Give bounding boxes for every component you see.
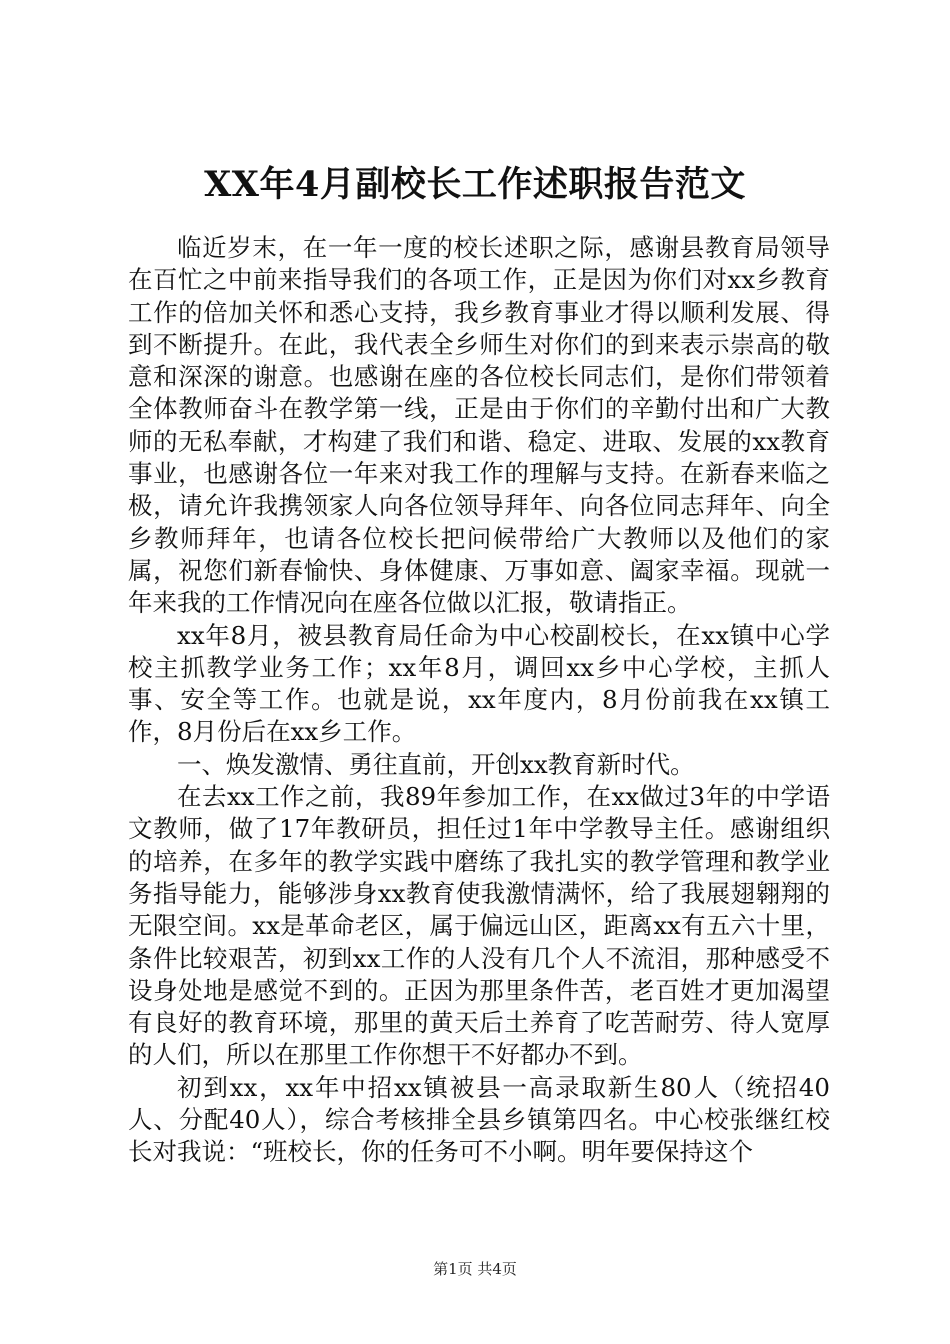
document-body [128,232,830,1169]
paragraph-2: xx年8月，被县教育局任命为中心校副校长，在xx镇中心学校主抓教学业务工作；xx年8月，调回xx乡中心学校，主抓人事、安全等工作。也就是说，xx年度内，8月份前我在xx镇工作，8月份后在xx乡工作。 [128,620,830,747]
document-title: XX年4月副校长工作述职报告范文 [204,164,746,205]
page-footer: 第1页 共4页 [433,1260,517,1278]
section-heading-1: 一、焕发激情、勇往直前，开创xx教育新时代。 [177,749,695,779]
paragraph-4: 初到xx，xx年中招xx镇被县一高录取新生80人（统招40人、分配40人），综合考核排全县乡镇第四名。中心校张继红校长对我说：“班校长，你的任务可不小啊。明年要保持这个 [128,1072,830,1167]
paragraph-3: 在去xx工作之前，我89年参加工作，在xx做过3年的中学语文教师，做了17年教研员，担任过1年中学教导主任。感谢组织的培养，在多年的教学实践中磨练了我扎实的教学管理和教学业务指导能力，能够涉身xx教育使我激情满怀，给了我展翅翱翔的无限空间。xx是革命老区，属于偏远山区，距离xx有五六十里，条件比较艰苦，初到xx工作的人没有几个人不流泪，那种感受不设身处地是感觉不到的。正因为那里条件苦，老百姓才更加渴望有良好的教育环境，那里的黄天后土养育了吃苦耐劳、待人宽厚的人们，所以在那里工作你想干不好都办不到。 [128,782,830,1070]
paragraph-1: 临近岁末，在一年一度的校长述职之际，感谢县教育局领导在百忙之中前来指导我们的各项工作，正是因为你们对xx乡教育工作的倍加关怀和悉心支持，我乡教育事业才得以顺利发展、得到不断提升。在此，我代表全乡师生对你们的到来表示崇高的敬意和深深的谢意。也感谢在座的各位校长同志们，是你们带领着全体教师奋斗在教学第一线，正是由于你们的辛勤付出和广大教师的无私奉献，才构建了我们和谐、稳定、进取、发展的xx教育事业，也感谢各位一年来对我工作的理解与支持。在新春来临之极，请允许我携领家人向各位领导拜年、向各位同志拜年、向全乡教师拜年，也请各位校长把问候带给广大教师以及他们的家属，祝您们新春愉快、身体健康、万事如意、阖家幸福。现就一年来我的工作情况向在座各位做以汇报，敬请指正。 [128,233,830,618]
